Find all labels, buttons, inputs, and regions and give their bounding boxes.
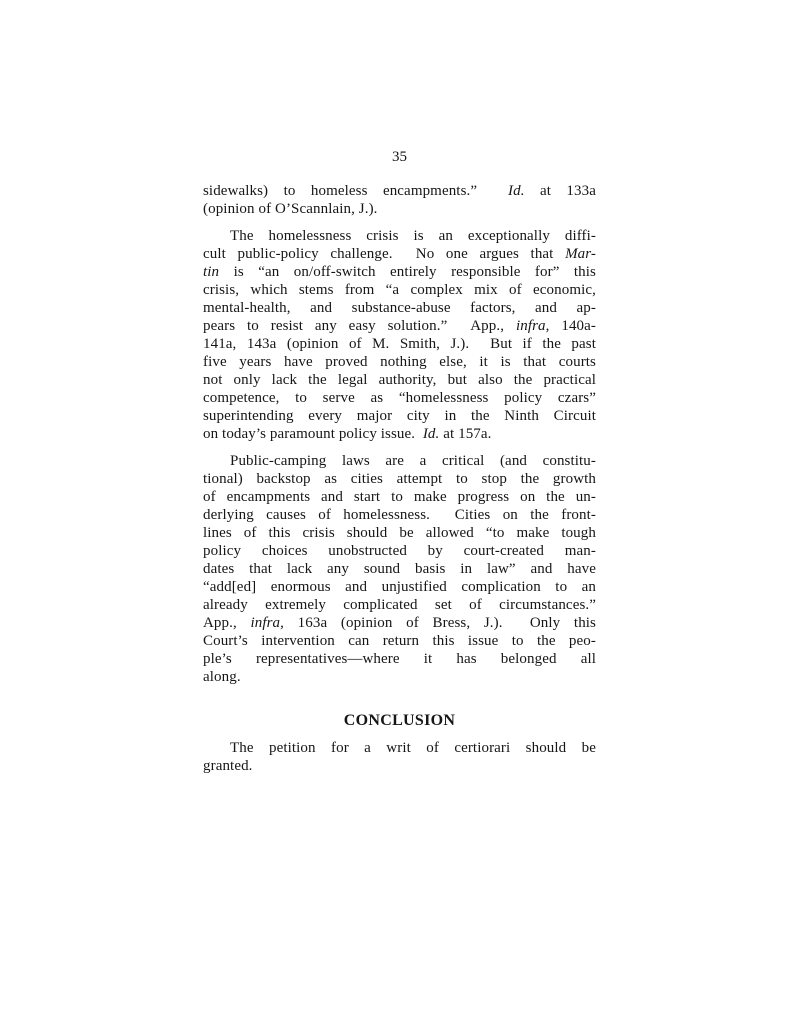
- text-segment: at 133a: [524, 183, 596, 199]
- text-line: [203, 299, 596, 317]
- paragraph: [203, 452, 596, 686]
- text-line: [203, 506, 596, 524]
- text-segment: along.: [203, 669, 241, 685]
- text-segment: The petition for a writ of certiorari should be: [230, 740, 596, 756]
- text-line: [203, 281, 596, 299]
- text-segment: , 163a (opinion of Bress, J.). Only this: [280, 615, 596, 631]
- text-line: [203, 200, 596, 218]
- text-segment: sidewalks) to homeless encampments.”: [203, 183, 508, 199]
- text-line: [203, 425, 596, 443]
- conclusion-heading: CONCLUSION: [343, 712, 456, 729]
- text-line: [203, 227, 596, 245]
- text-line: [203, 668, 596, 686]
- italic-text-segment: tin: [203, 264, 220, 280]
- text-segment: dates that lack any sound basis in law” and have: [203, 561, 596, 577]
- text-segment: (opinion of O’Scannlain, J.).: [203, 201, 378, 217]
- text-line: [203, 650, 596, 668]
- text-line: [203, 335, 596, 353]
- paragraph: [203, 739, 596, 775]
- text-segment: on today’s paramount policy issue.: [203, 426, 423, 442]
- text-line: [203, 542, 596, 560]
- page-number: 35: [392, 149, 407, 165]
- text-line: [203, 371, 596, 389]
- text-segment: 141a, 143a (opinion of M. Smith, J.). But if the past: [203, 336, 596, 352]
- text-line: [203, 596, 596, 614]
- text-line: [203, 739, 596, 757]
- text-segment: App.,: [203, 615, 251, 631]
- text-segment: is “an on/off-switch entirely responsible for” this: [219, 264, 596, 280]
- text-segment: competence, to serve as “homelessness policy czars”: [203, 390, 596, 406]
- text-line: [203, 407, 596, 425]
- text-line: [203, 470, 596, 488]
- text-line: [203, 182, 596, 200]
- text-segment: granted.: [203, 758, 253, 774]
- text-segment: Public-camping laws are a critical (and constitu-: [230, 453, 596, 469]
- text-segment: pears to resist any easy solution.” App.,: [203, 318, 516, 334]
- text-line: [203, 353, 596, 371]
- text-line: [203, 632, 596, 650]
- italic-text-segment: Id.: [508, 183, 525, 199]
- text-segment: crisis, which stems from “a complex mix of economic,: [203, 282, 596, 298]
- paragraph: [203, 182, 596, 218]
- text-segment: superintending every major city in the Ninth Circuit: [203, 408, 596, 424]
- text-segment: of encampments and start to make progress on the un-: [203, 489, 596, 505]
- text-line: [203, 614, 596, 632]
- text-line: [203, 488, 596, 506]
- text-line: [203, 452, 596, 470]
- text-line: [203, 317, 596, 335]
- text-line: [203, 524, 596, 542]
- text-segment: lines of this crisis should be allowed “to make tough: [203, 525, 596, 541]
- body-text: [203, 182, 596, 775]
- text-segment: at 157a.: [439, 426, 492, 442]
- text-segment: “add[ed] enormous and unjustified complication to an: [203, 579, 596, 595]
- text-segment: not only lack the legal authority, but also the practical: [203, 372, 596, 388]
- text-segment: derlying causes of homelessness. Cities on the front-: [203, 507, 596, 523]
- text-segment: policy choices unobstructed by court-created man-: [203, 543, 596, 559]
- text-line: [203, 389, 596, 407]
- italic-text-segment: Id.: [422, 426, 440, 442]
- italic-text-segment: infra: [250, 615, 281, 631]
- italic-text-segment: infra: [515, 318, 546, 334]
- text-segment: mental-health, and substance-abuse factors, and ap-: [203, 300, 596, 316]
- text-segment: cult public-policy challenge. No one argues that: [203, 246, 566, 262]
- italic-text-segment: Mar-: [565, 246, 596, 262]
- text-segment: , 140a-: [545, 318, 597, 334]
- text-line: [203, 757, 596, 775]
- text-segment: already extremely complicated set of circumstances.”: [203, 597, 596, 613]
- text-column: [203, 148, 596, 775]
- text-segment: ple’s representatives—where it has belonged all: [203, 651, 596, 667]
- paragraph: [203, 227, 596, 443]
- text-segment: tional) backstop as cities attempt to stop the growth: [203, 471, 596, 487]
- text-segment: The homelessness crisis is an exceptionally diffi-: [230, 228, 596, 244]
- text-line: [203, 263, 596, 281]
- text-segment: five years have proved nothing else, it is that courts: [203, 354, 596, 370]
- text-line: [203, 245, 596, 263]
- text-segment: Court’s intervention can return this issue to the peo-: [203, 633, 596, 649]
- text-line: [203, 560, 596, 578]
- text-line: [203, 578, 596, 596]
